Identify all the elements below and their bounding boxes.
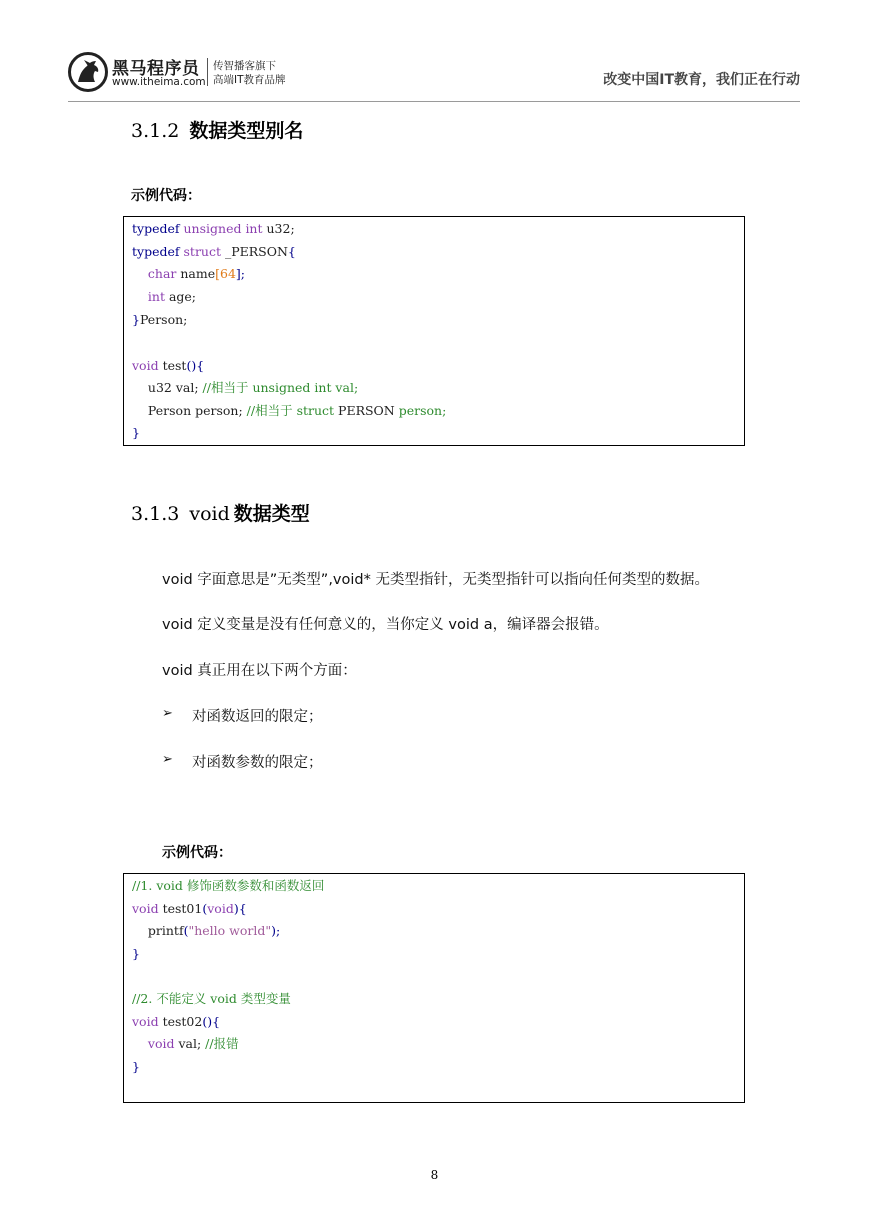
brand-logo [68, 52, 308, 92]
page-number: 8 [430, 1168, 439, 1182]
code-line: } [132, 1059, 140, 1074]
section-heading-3-1-3 [131, 499, 310, 526]
code-line: void test02(){ [132, 1014, 221, 1029]
list-item: 对函数参数的限定； [192, 755, 323, 771]
paragraph-void-variable: void 定义变量是没有任何意义的，当你定义 void a，编译器会报错。 [162, 617, 609, 633]
code-line: char name[64]; [147, 266, 246, 281]
code-line: void val; //报错 [147, 1036, 239, 1051]
example-code-label: 示例代码： [162, 845, 232, 861]
brand-divider [207, 58, 208, 86]
section-title: 数据类型别名 [189, 120, 304, 142]
code-line: typedef unsigned int u32; [132, 221, 295, 236]
section-title: 数据类型 [233, 503, 310, 525]
code-line: //2. 不能定义 void 类型变量 [132, 991, 291, 1006]
code-line: } [132, 425, 140, 440]
brand-name: 黑马程序员 [112, 59, 200, 79]
code-line: int age; [147, 289, 197, 304]
header-divider [68, 101, 800, 102]
brand-tagline-2: 高端IT教育品牌 [213, 74, 286, 86]
section-number: 3.1.3 [131, 503, 180, 525]
section-title-code: void [189, 503, 230, 525]
code-block-void [123, 873, 745, 1103]
bullet-arrow-icon: ➢ [162, 752, 173, 767]
brand-tagline-1: 传智播客旗下 [213, 60, 276, 72]
code-line: } [132, 946, 140, 961]
code-line: void test01(void){ [132, 901, 247, 916]
code-line: }Person; [132, 312, 188, 327]
code-line: u32 val; //相当于 unsigned int val; [147, 380, 359, 395]
section-number: 3.1.2 [131, 120, 180, 142]
code-line: printf("hello world"); [147, 923, 281, 938]
code-line: typedef struct _PERSON{ [132, 244, 296, 259]
paragraph-void-meaning: void 字面意思是”无类型”,void* 无类型指针，无类型指针可以指向任何类型的数据。 [162, 572, 709, 588]
bullet-arrow-icon: ➢ [162, 706, 173, 721]
section-heading-3-1-2 [131, 116, 303, 143]
list-item: 对函数返回的限定； [192, 709, 323, 725]
code-line: //1. void 修饰函数参数和函数返回 [132, 878, 325, 893]
paragraph-void-usage: void 真正用在以下两个方面： [162, 663, 357, 679]
example-code-label: 示例代码： [131, 188, 201, 204]
code-line: Person person; //相当于 struct PERSON person; [147, 403, 447, 418]
horse-logo-icon [68, 52, 108, 92]
code-line: void test(){ [132, 358, 205, 373]
header-slogan: 改变中国IT教育，我们正在行动 [603, 72, 800, 88]
code-block-typedef [123, 216, 745, 446]
brand-url: www.itheima.com [112, 76, 206, 88]
